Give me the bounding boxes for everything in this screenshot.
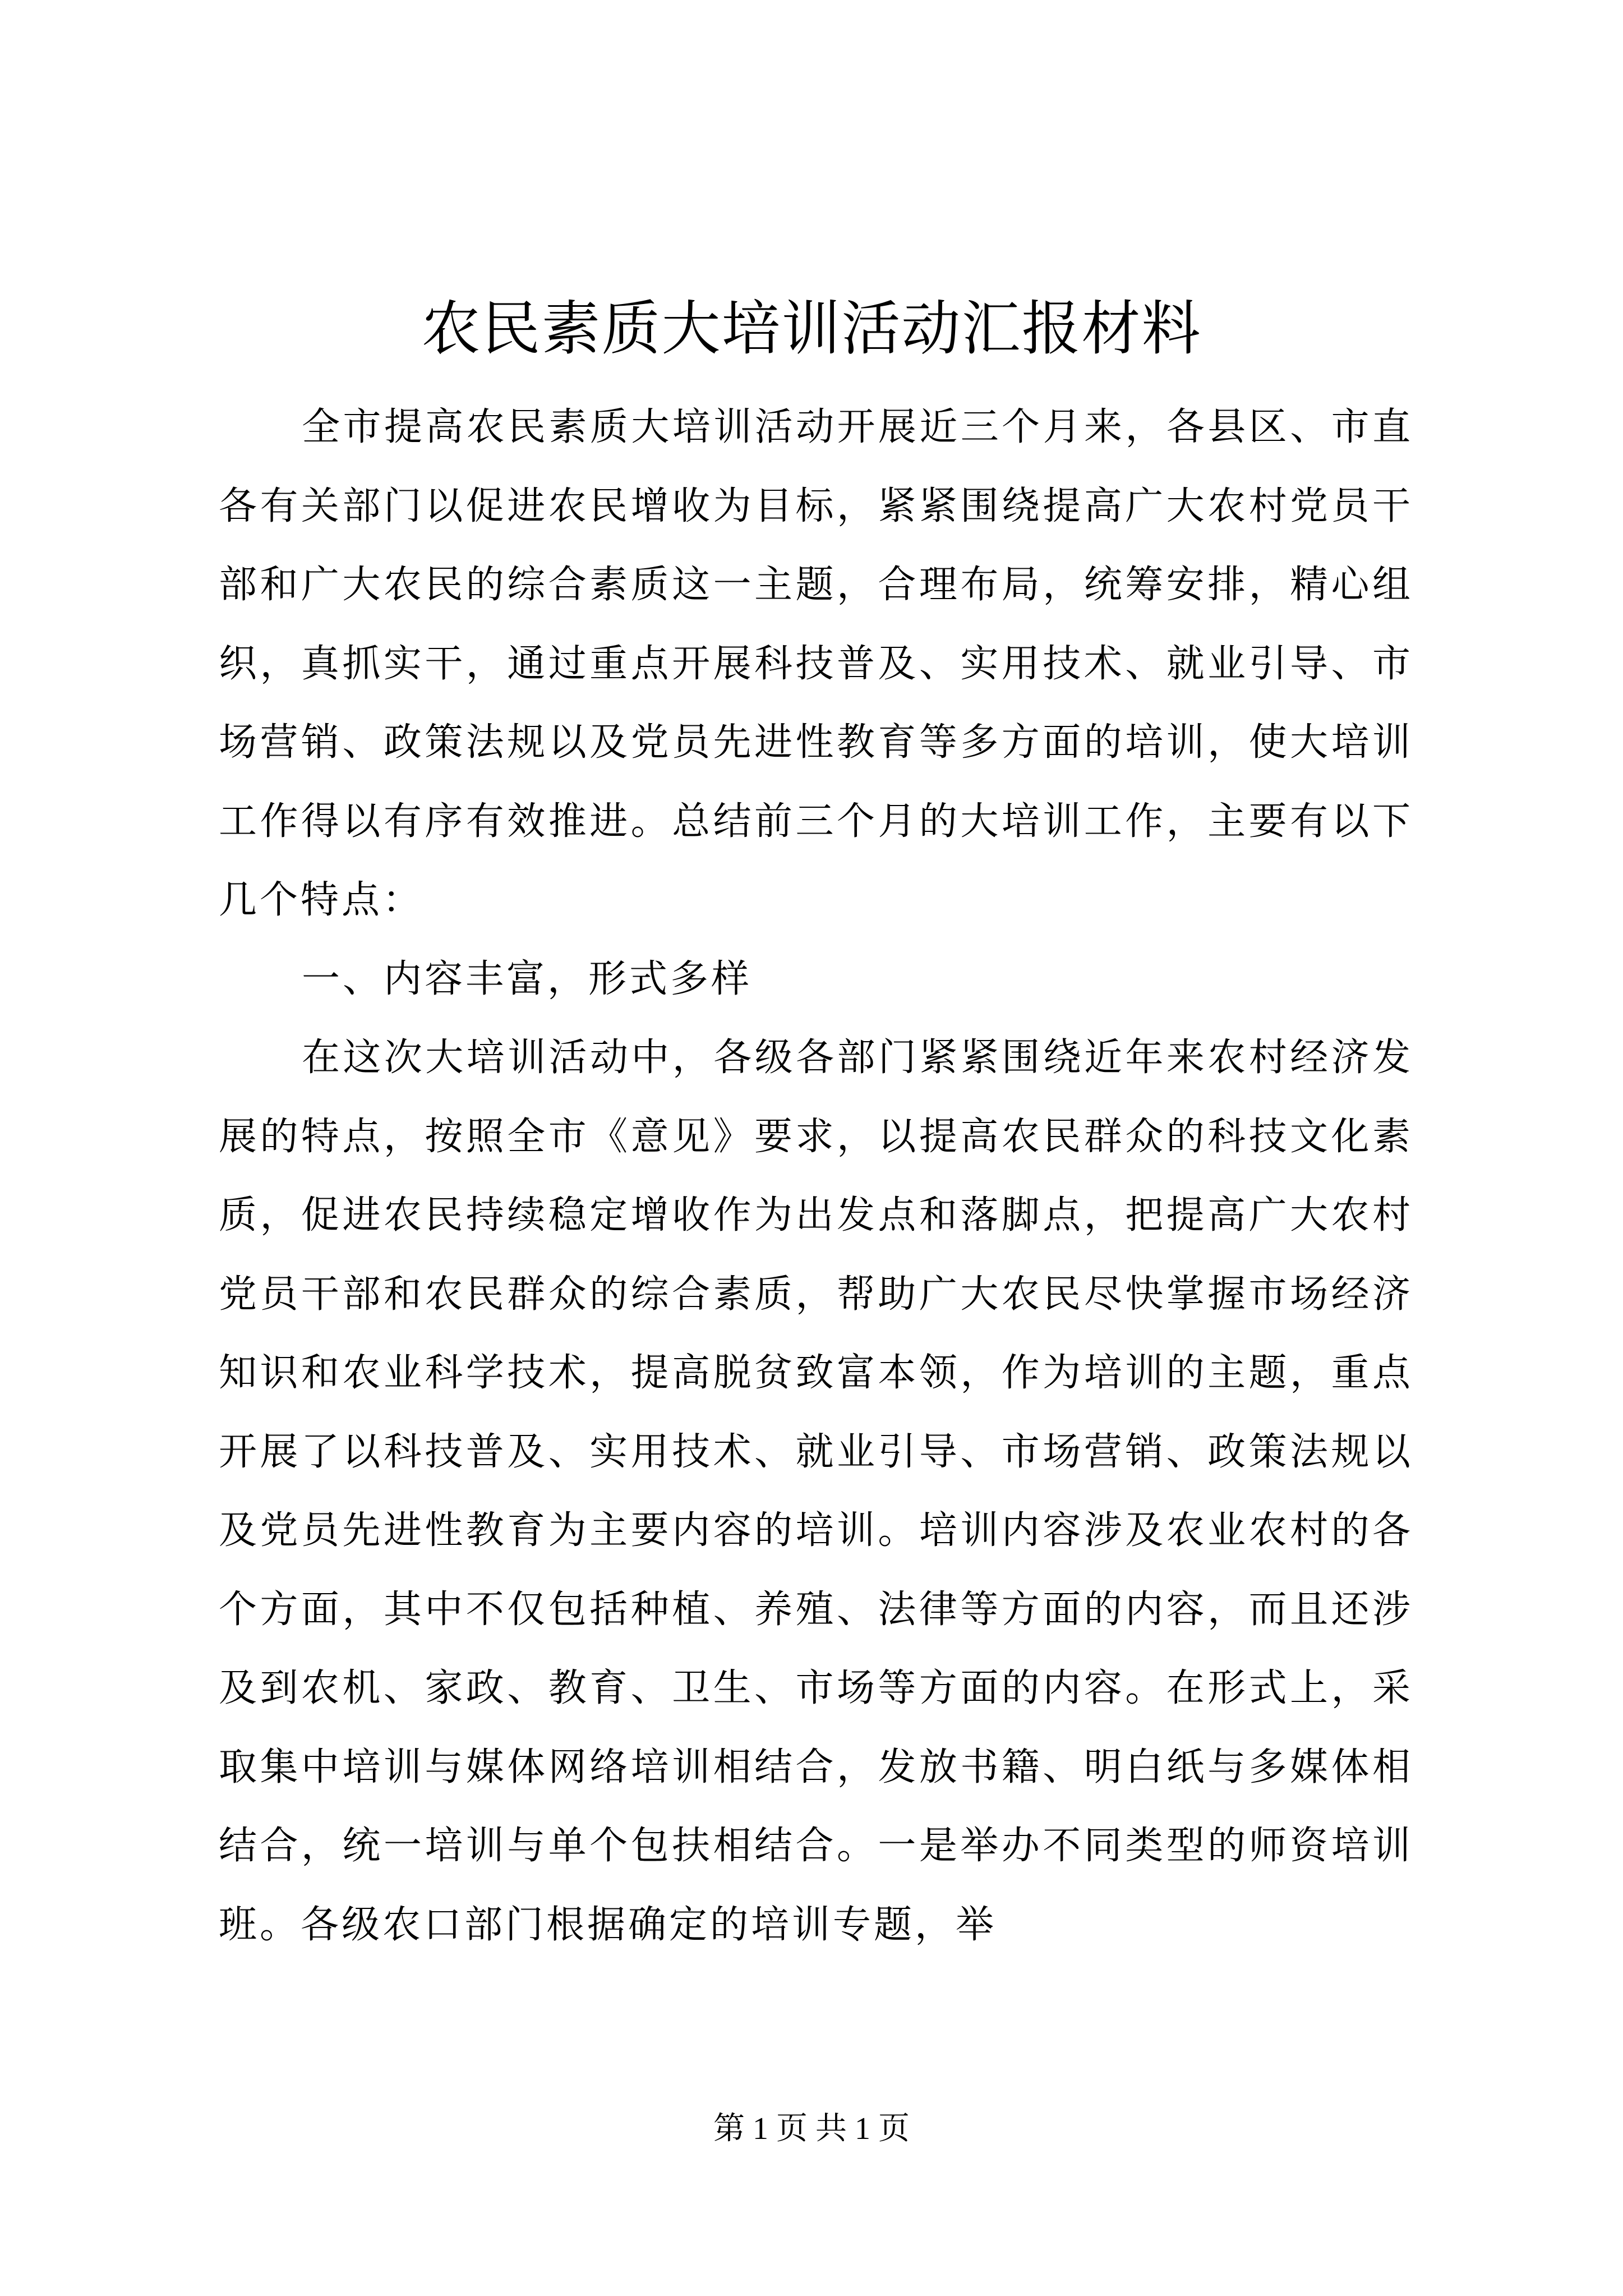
document-title: 农民素质大培训活动汇报材料: [421, 295, 1202, 363]
paragraph-intro: 全市提高农民素质大培训活动开展近三个月来，各县区、市直各有关部门以促进农民增收为目标，紧紧围绕提高广大农村党员干部和广大农民的综合素质这一主题，合理布局，统筹安排，精心组织，真抓实干，通过重点开展科技普及、实用技术、就业引导、市场营销、政策法规以及党员先进性教育等多方面的培训，使大培训工作得以有序有效推进。总结前三个月的大培训工作，主要有以下几个特点：: [219, 405, 1413, 922]
section-heading-1: 一、内容丰富，形式多样: [302, 956, 753, 1001]
paragraph-section-1: 在这次大培训活动中，各级各部门紧紧围绕近年来农村经济发展的特点，按照全市《意见》要求，以提高农民群众的科技文化素质，促进农民持续稳定增收作为出发点和落脚点，把提高广大农村党员干部和农民群众的综合素质，帮助广大农民尽快掌握市场经济知识和农业科学技术，提高脱贫致富本领，作为培训的主题，重点开展了以科技普及、实用技术、就业引导、市场营销、政策法规以及党员先进性教育为主要内容的培训。培训内容涉及农业农村的各个方面，其中不仅包括种植、养殖、法律等方面的内容，而且还涉及到农机、家政、教育、卫生、市场等方面的内容。在形式上，采取集中培训与媒体网络培训相结合，发放书籍、明白纸与多媒体相结合，统一培训与单个包扶相结合。一是举办不同类型的师资培训班。各级农口部门根据确定的培训专题，举: [219, 1036, 1413, 1947]
document-body: [219, 388, 1413, 1964]
page-footer: 第 1 页 共 1 页: [713, 2111, 910, 2146]
